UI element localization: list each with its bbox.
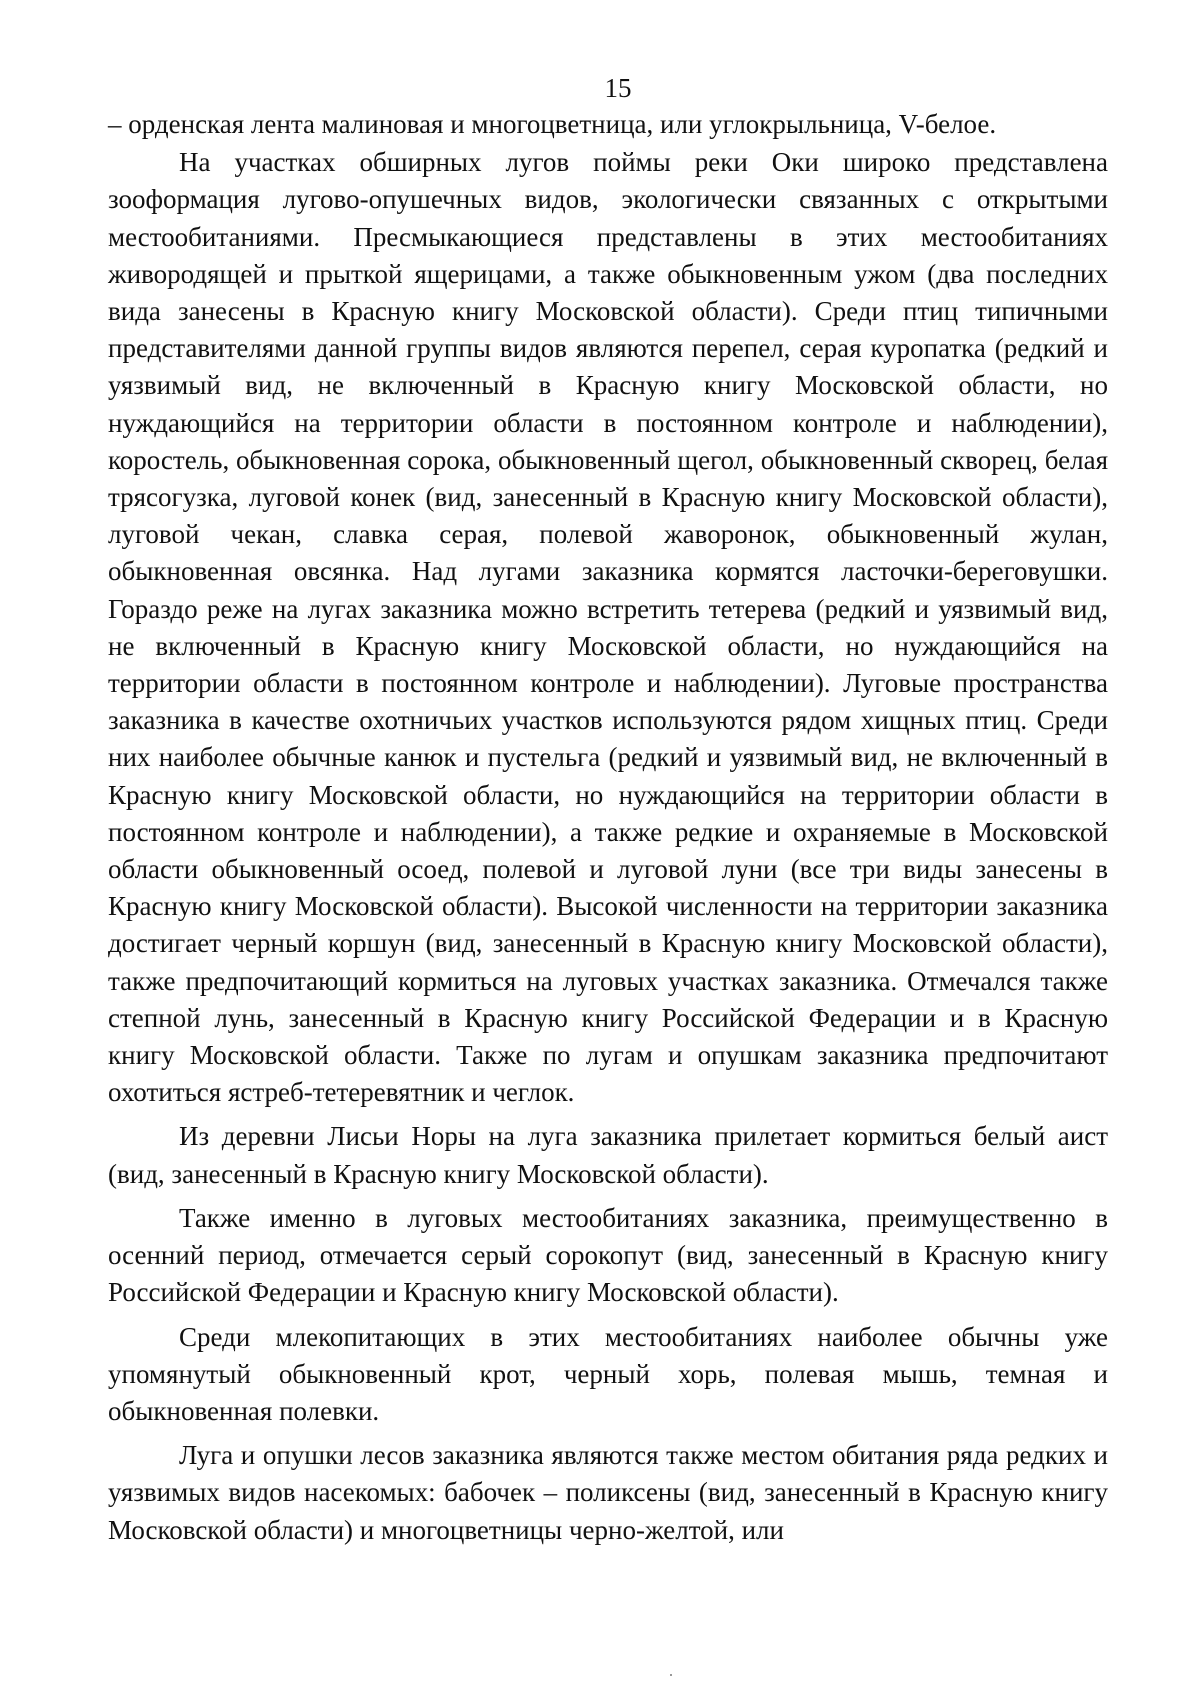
paragraph-insects: Луга и опушки лесов заказника являются также местом обитания ряда редких и уязвимых видов насекомых: бабочек – поликсены (вид, занесенный в Красную книгу Московской области) и многоцветницы черно-желтой, или [108, 1440, 1108, 1545]
paragraph-white-stork: Из деревни Лисьи Норы на луга заказника прилетает кормиться белый аист (вид, занесенный в Красную книгу Московской области). [108, 1121, 1108, 1189]
paragraph-grey-shrike: Также именно в луговых местообитаниях заказника, преимущественно в осенний период, отмечается серый сорокопут (вид, занесенный в Красную книгу Российской Федерации и Красную книгу Московской области). [108, 1202, 1108, 1308]
page-number: 15 [604, 73, 632, 103]
scan-speck [670, 1674, 672, 1676]
paragraph-mammals: Среди млекопитающих в этих местообитаниях наиболее обычны уже упомянутый обыкновенный крот, черный хорь, полевая мышь, темная и обыкновенная полевки. [108, 1321, 1108, 1426]
paragraph-meadow-fauna: На участках обширных лугов поймы реки Оки широко представлена зооформация лугово-опушечных видов, экологически связанных с открытыми местообитаниями. Пресмыкающиеся представлены в этих местообитаниях живородящей и прыткой ящерицами, а также обыкновенным ужом (два последних вида занесены в Красную книгу Московской области). Среди птиц типичными представителями данной группы видов являются перепел, серая куропатка (редкий и уязвимый вид, не включенный в Красную книгу Московской области, но нуждающийся на территории области в постоянном контроле и наблюдении), коростель, обыкновенная сорока, обыкновенный щегол, обыкновенный скворец, белая трясогузка, луговой конек (вид, занесенный в Красную книгу Московской области), луговой чекан, славка серая, полевой жаворонок, обыкновенный жулан, обыкновенная овсянка. Над лугами заказника кормятся ласточки-береговушки. Гораздо реже на лугах заказника можно встретить тетерева (редкий и уязвимый вид, не включенный в Красную книгу Московской области, но нуждающийся на территории области в постоянном контроле и наблюдении). Луговые пространства заказника в качестве охотничьих участков используются рядом хищных птиц. Среди них наиболее обычные канюк и пустельга (редкий и уязвимый вид, не включенный в Красную книгу Московской области, но нуждающийся на территории области в постоянном контроле и наблюдении), а также редкие и охраняемые в Московской области обыкновенный осоед, полевой и луговой луни (все три виды занесены в Красную книгу Московской области). Высокой численности на территории заказника достигает черный коршун (вид, занесенный в Красную книгу Московской области), также предпочитающий кормиться на луговых участках заказника. Отмечался также степной лунь, занесенный в Красную книгу Российской Федерации и в Красную книгу Московской области. Также по лугам и опушкам заказника предпочитают охотиться ястреб-тетеревятник и чеглок. [108, 147, 1108, 1108]
paragraph-continuation: – орденская лента малиновая и многоцветница, или углокрыльница, V-белое. [108, 109, 997, 139]
document-page [108, 70, 1108, 1549]
